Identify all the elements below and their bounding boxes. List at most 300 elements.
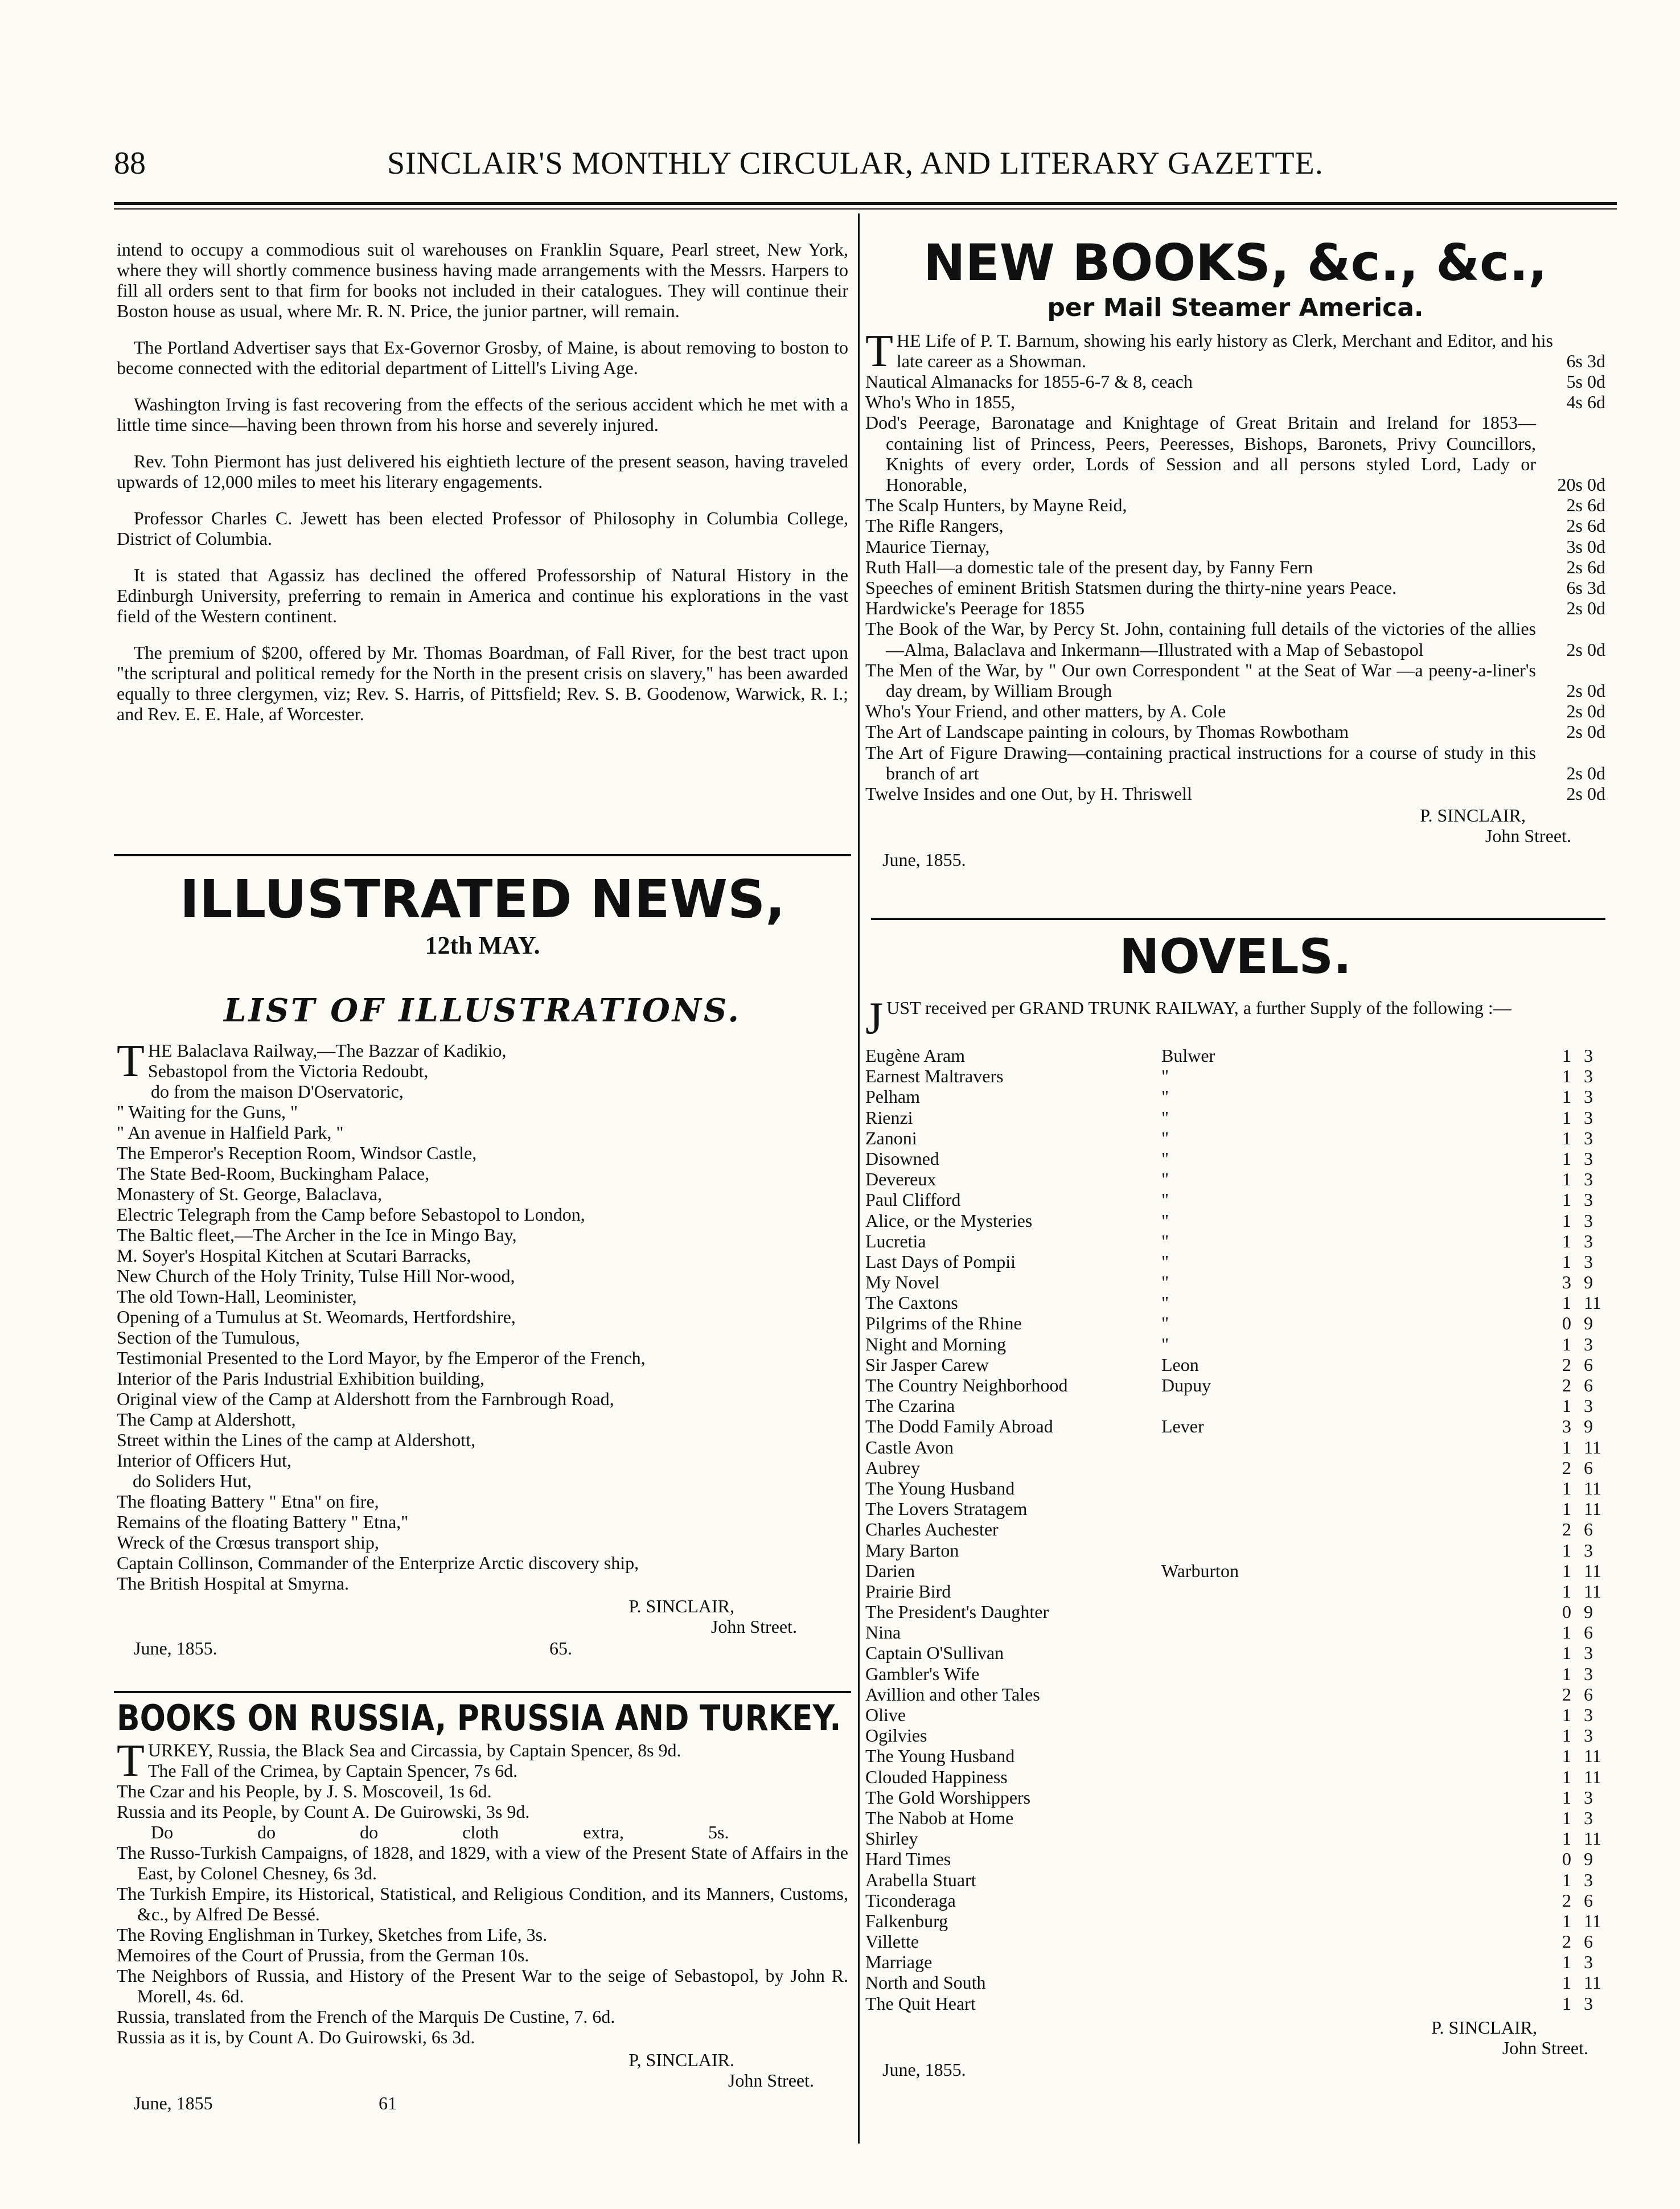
novel-price-shillings: 1 xyxy=(1562,1560,1571,1581)
novel-item xyxy=(865,1354,1605,1375)
book-price: 6s 3d xyxy=(1566,350,1605,371)
russia-book-item: Russia, translated from the French of the Marquis De Custine, 7. 6d. xyxy=(117,2006,615,2027)
novel-price-shillings: 0 xyxy=(1562,1602,1571,1623)
russia-signature-street: John Street. xyxy=(728,2070,814,2091)
novel-item xyxy=(865,1416,1605,1436)
book-price: 2s 0d xyxy=(1566,783,1605,804)
illustrated-signature-name: P. SINCLAIR, xyxy=(629,1596,734,1616)
novel-price-shillings: 1 xyxy=(1562,1169,1571,1190)
illustrated-news-date: 12th MAY. xyxy=(425,931,540,959)
novel-price-shillings: 1 xyxy=(1562,1498,1571,1520)
novel-price-shillings: 1 xyxy=(1562,1807,1571,1828)
news-paragraph-4: Rev. Tohn Piermont has just delivered his eightieth lecture of the present season, having traveled upwards of 12,000 miles to meet his literary engagements. xyxy=(117,451,848,492)
novel-price-shillings: 1 xyxy=(1562,1230,1571,1251)
novel-item xyxy=(865,1972,1605,1993)
illustration-item: The Emperor's Reception Room, Windsor Castle, xyxy=(117,1143,477,1163)
book-item xyxy=(865,536,1605,557)
novel-title: Sir Jasper Carew xyxy=(865,1354,989,1375)
novel-price-pence: 3 xyxy=(1584,1993,1593,2014)
novel-item xyxy=(865,1828,1605,1849)
novel-title: The Nabob at Home xyxy=(865,1807,1014,1828)
novels-list xyxy=(865,1045,1605,2014)
section-rule xyxy=(871,918,1605,920)
novel-title: Marriage xyxy=(865,1952,933,1973)
novel-price-pence: 9 xyxy=(1584,1849,1593,1870)
novel-price-shillings: 1 xyxy=(1562,1952,1571,1973)
novel-price-shillings: 1 xyxy=(1562,1127,1571,1148)
novel-price-pence: 11 xyxy=(1584,1436,1601,1457)
novel-price-shillings: 1 xyxy=(1562,1663,1571,1684)
novel-title: Last Days of Pompii xyxy=(865,1251,1016,1272)
novel-author: " xyxy=(1161,1230,1169,1251)
new-books-headline: NEW BOOKS, &c., &c., xyxy=(923,233,1547,292)
novels-intro xyxy=(865,993,1605,1044)
book-title: The Art of Landscape painting in colours, by Thomas Rowbotham xyxy=(865,721,1349,742)
book-item xyxy=(865,515,1605,536)
novel-price-pence: 3 xyxy=(1584,1169,1593,1190)
novel-price-shillings: 1 xyxy=(1562,1869,1571,1890)
novel-price-shillings: 1 xyxy=(1562,1746,1571,1767)
news-paragraph-3: Washington Irving is fast recovering from the effects of the serious accident which he met with a little time since—having been thrown from his horse and severely injured. xyxy=(117,394,848,435)
novel-price-shillings: 1 xyxy=(1562,1993,1571,2014)
novel-price-pence: 9 xyxy=(1584,1416,1593,1437)
novel-title: Alice, or the Mysteries xyxy=(865,1210,1033,1231)
novel-title: Earnest Maltravers xyxy=(865,1066,1004,1087)
novel-price-pence: 3 xyxy=(1584,1127,1593,1148)
header-rule-thick xyxy=(114,202,1617,205)
novels-intro-text: UST received per GRAND TRUNK RAILWAY, a further Supply of the following :— xyxy=(886,997,1511,1018)
novel-price-shillings: 1 xyxy=(1562,1148,1571,1169)
russia-book-item: The Fall of the Crimea, by Captain Spencer, 7s 6d. xyxy=(147,1760,518,1781)
illustration-item: Interior of the Paris Industrial Exhibition building, xyxy=(117,1368,485,1389)
novel-item xyxy=(865,1231,1605,1251)
novel-price-pence: 3 xyxy=(1584,1705,1593,1725)
illustration-item: The Camp at Aldershott, xyxy=(117,1409,296,1430)
novel-price-shillings: 1 xyxy=(1562,1436,1571,1457)
novel-title: The Young Husband xyxy=(865,1746,1015,1767)
novel-price-pence: 6 xyxy=(1584,1519,1593,1540)
novel-price-shillings: 1 xyxy=(1562,1292,1571,1313)
russia-books-section xyxy=(117,1697,848,2116)
novel-item xyxy=(865,1045,1605,1066)
illustrated-news-section xyxy=(117,868,848,1661)
novel-price-pence: 3 xyxy=(1584,1787,1593,1808)
novel-item xyxy=(865,1993,1605,2014)
book-title: Twelve Insides and one Out, by H. Thriswell xyxy=(865,783,1192,804)
novel-price-shillings: 2 xyxy=(1562,1457,1571,1478)
novel-price-shillings: 1 xyxy=(1562,1477,1571,1498)
novel-title: The Young Husband xyxy=(865,1477,1015,1498)
novel-author: " xyxy=(1161,1272,1169,1293)
novel-title: Olive xyxy=(865,1705,906,1725)
illustration-item: The old Town-Hall, Leominister, xyxy=(117,1286,357,1307)
russia-dateline: June, 1855 xyxy=(134,2093,213,2113)
novel-price-shillings: 0 xyxy=(1562,1849,1571,1870)
book-title: Maurice Tiernay, xyxy=(865,536,990,557)
book-price: 2s 6d xyxy=(1566,556,1605,577)
novel-title: Mary Barton xyxy=(865,1539,959,1561)
novel-author: " xyxy=(1161,1251,1169,1272)
book-title: Dod's Peerage, Baronatage and Knightage of Great Britain and Ireland for 1853—containing list of Princess, Peers, Peeresses, Bishops, Baronets, Privy Councillors, Knights of every order, Lords of Session and all persons styled Lord, Lady or Honorable, xyxy=(865,412,1536,495)
novel-price-pence: 11 xyxy=(1584,1580,1601,1602)
news-paragraph-2: The Portland Advertiser says that Ex-Governor Grosby, of Maine, is about removing to boston to become connected with the editorial department of Littell's Living Age. xyxy=(117,337,848,378)
book-title: Nautical Almanacks for 1855-6-7 & 8, ceach xyxy=(865,371,1193,392)
novel-title: Charles Auchester xyxy=(865,1519,999,1540)
illustration-item: The British Hospital at Smyrna. xyxy=(117,1573,349,1594)
book-item xyxy=(865,392,1605,412)
russia-book-item: The Russo-Turkish Campaigns, of 1828, and 1829, with a view of the Present State of Affairs in the East, by Colonel Chesney, 6s 3d. xyxy=(117,1842,848,1883)
illustration-item: New Church of the Holy Trinity, Tulse Hill Nor-wood, xyxy=(117,1266,515,1286)
novels-section xyxy=(865,928,1605,2080)
novel-author: " xyxy=(1161,1086,1169,1107)
novel-item xyxy=(865,1334,1605,1354)
novel-item xyxy=(865,1457,1605,1478)
novel-author: Dupuy xyxy=(1161,1375,1211,1395)
novels-headline: NOVELS. xyxy=(1119,929,1352,984)
novel-item xyxy=(865,1602,1605,1622)
novel-author: " xyxy=(1161,1127,1169,1148)
novel-price-shillings: 1 xyxy=(1562,1643,1571,1664)
novel-title: Night and Morning xyxy=(865,1333,1007,1354)
novel-title: My Novel xyxy=(865,1272,940,1293)
novel-price-shillings: 1 xyxy=(1562,1580,1571,1602)
novel-price-pence: 9 xyxy=(1584,1313,1593,1334)
book-price: 6s 3d xyxy=(1566,577,1605,598)
novel-title: The Quit Heart xyxy=(865,1993,976,2014)
novel-title: Gambler's Wife xyxy=(865,1663,980,1684)
novel-item xyxy=(865,1395,1605,1416)
book-price: 2s 0d xyxy=(1566,701,1605,722)
section-rule xyxy=(114,854,851,856)
novel-title: Paul Clifford xyxy=(865,1189,961,1210)
illustration-item: Original view of the Camp at Aldershott from the Farnbrough Road, xyxy=(117,1389,614,1409)
novel-title: Pelham xyxy=(865,1086,920,1107)
illustration-item: do from the maison D'Oservatoric, xyxy=(151,1081,404,1102)
novel-title: Nina xyxy=(865,1622,901,1643)
novel-item xyxy=(865,1478,1605,1498)
novel-author: " xyxy=(1161,1148,1169,1169)
list-of-illustrations-title: LIST OF ILLUSTRATIONS. xyxy=(224,992,741,1029)
novel-title: Aubrey xyxy=(865,1457,920,1478)
illustration-item: The State Bed-Room, Buckingham Palace, xyxy=(117,1163,430,1184)
book-item xyxy=(865,618,1605,659)
novel-item xyxy=(865,1292,1605,1313)
novel-item xyxy=(865,1705,1605,1725)
book-item xyxy=(865,701,1605,721)
novel-price-shillings: 1 xyxy=(1562,1333,1571,1354)
novel-item xyxy=(865,1066,1605,1086)
book-item xyxy=(865,412,1605,495)
novel-price-pence: 9 xyxy=(1584,1602,1593,1623)
book-title: The Men of the War, by " Our own Correspondent " at the Seat of War —a peeny-a-liner's day dream, by William Brough xyxy=(865,659,1536,701)
novel-item xyxy=(865,1540,1605,1561)
book-title: Speeches of eminent British Statsmen during the thirty-nine years Peace. xyxy=(865,577,1397,598)
novel-price-pence: 3 xyxy=(1584,1395,1593,1416)
novel-item xyxy=(865,1272,1605,1292)
novel-item xyxy=(865,1684,1605,1705)
russia-books-headline: BOOKS ON RUSSIA, PRUSSIA AND TURKEY. xyxy=(117,1697,841,1739)
novel-title: Darien xyxy=(865,1560,915,1581)
news-paragraph-7: The premium of $200, offered by Mr. Thomas Boardman, of Fall River, for the best tract upon "the scriptural and political remedy for the North in the present crisis on slavery," has been awarded equally to three clergymen, viz; Rev. S. Harris, of Pittsfield; Rev. S. B. Goodenow, Warwick, R. I.; and Rev. E. E. Hale, af Worcester. xyxy=(117,642,848,724)
novel-price-shillings: 2 xyxy=(1562,1354,1571,1375)
novel-title: Eugène Aram xyxy=(865,1045,966,1066)
header-rule-thin xyxy=(114,208,1617,210)
illustration-item: M. Soyer's Hospital Kitchen at Scutari Barracks, xyxy=(117,1245,471,1266)
novel-author: Leon xyxy=(1161,1354,1199,1375)
novel-title: Ticonderaga xyxy=(865,1890,956,1911)
book-item xyxy=(865,495,1605,515)
novel-price-pence: 6 xyxy=(1584,1931,1593,1952)
novel-price-shillings: 2 xyxy=(1562,1890,1571,1911)
novel-price-shillings: 1 xyxy=(1562,1066,1571,1087)
novel-price-pence: 3 xyxy=(1584,1333,1593,1354)
novel-price-shillings: 1 xyxy=(1562,1107,1571,1128)
novel-price-pence: 3 xyxy=(1584,1210,1593,1231)
novel-price-shillings: 1 xyxy=(1562,1725,1571,1746)
novel-item xyxy=(865,1437,1605,1457)
novel-price-pence: 11 xyxy=(1584,1560,1601,1581)
novel-title: Zanoni xyxy=(865,1127,917,1148)
new-books-subhead: per Mail Steamer America. xyxy=(1047,293,1424,322)
book-title: The Art of Figure Drawing—containing practical instructions for a course of study in this branch of art xyxy=(865,742,1536,783)
novel-title: The Country Neighborhood xyxy=(865,1375,1068,1395)
novel-price-pence: 6 xyxy=(1584,1354,1593,1375)
novel-item xyxy=(865,1664,1605,1684)
novel-price-pence: 9 xyxy=(1584,1272,1593,1293)
novel-price-pence: 11 xyxy=(1584,1292,1601,1313)
novel-item xyxy=(865,1375,1605,1395)
page-number: 88 xyxy=(114,146,146,181)
illustrated-signature-street: John Street. xyxy=(710,1616,797,1637)
novel-price-pence: 3 xyxy=(1584,1663,1593,1684)
novel-price-pence: 3 xyxy=(1584,1230,1593,1251)
novel-item xyxy=(865,1251,1605,1272)
column-divider xyxy=(858,213,860,2144)
book-item xyxy=(865,721,1605,742)
dropcap-j: J xyxy=(865,993,884,1044)
novel-price-pence: 11 xyxy=(1584,1477,1601,1498)
illustration-item: The Baltic fleet,—The Archer in the Ice in Mingo Bay, xyxy=(117,1225,517,1245)
book-price: 5s 0d xyxy=(1566,371,1605,392)
novel-item xyxy=(865,1643,1605,1663)
novel-item xyxy=(865,1911,1605,1931)
dropcap-t: T xyxy=(865,330,893,371)
news-paragraph-6: It is stated that Agassiz has declined the offered Professorship of Natural History in the Edinburgh University, preferring to remain in America and continue his explorations in the vast field of the Western continent. xyxy=(117,565,848,626)
book-price: 2s 0d xyxy=(1566,598,1605,619)
novel-price-shillings: 1 xyxy=(1562,1910,1571,1931)
novel-price-shillings: 2 xyxy=(1562,1931,1571,1952)
novel-price-pence: 3 xyxy=(1584,1725,1593,1746)
russia-book-item: The Neighbors of Russia, and History of the Present War to the seige of Sebastopol, by John R. Morell, 4s. 6d. xyxy=(117,1965,848,2006)
novel-title: Avillion and other Tales xyxy=(865,1684,1040,1705)
novel-title: Rienzi xyxy=(865,1107,913,1128)
novel-price-shillings: 2 xyxy=(1562,1375,1571,1395)
novel-item xyxy=(865,1808,1605,1828)
novel-price-pence: 6 xyxy=(1584,1375,1593,1395)
novel-title: The Czarina xyxy=(865,1395,955,1416)
russia-signature-name: P, SINCLAIR. xyxy=(629,2050,734,2070)
book-title: The Rifle Rangers, xyxy=(865,515,1004,536)
russia-book-item: URKEY, Russia, the Black Sea and Circassia, by Captain Spencer, 8s 9d. xyxy=(147,1740,681,1760)
book-item xyxy=(865,557,1605,577)
novel-price-shillings: 1 xyxy=(1562,1828,1571,1849)
novel-author: Warburton xyxy=(1161,1560,1239,1581)
book-item xyxy=(865,371,1605,392)
book-price: 3s 0d xyxy=(1566,536,1605,557)
novel-title: Villette xyxy=(865,1931,919,1952)
book-item xyxy=(865,577,1605,598)
novel-price-pence: 11 xyxy=(1584,1746,1601,1767)
novel-item xyxy=(865,1189,1605,1210)
new-books-list xyxy=(865,330,1605,804)
novel-price-shillings: 1 xyxy=(1562,1086,1571,1107)
novel-price-pence: 6 xyxy=(1584,1890,1593,1911)
novel-author: " xyxy=(1161,1066,1169,1087)
novel-price-shillings: 1 xyxy=(1562,1705,1571,1725)
section-rule xyxy=(114,1691,851,1693)
book-item xyxy=(865,598,1605,618)
novel-title: Hard Times xyxy=(865,1849,951,1870)
novel-item xyxy=(865,1746,1605,1766)
russia-book-item: The Roving Englishman in Turkey, Sketches from Life, 3s. xyxy=(117,1924,548,1945)
illustration-item: Sebastopol from the Victoria Redoubt, xyxy=(147,1061,429,1081)
novel-price-pence: 11 xyxy=(1584,1828,1601,1849)
book-title: The Scalp Hunters, by Mayne Reid, xyxy=(865,495,1127,516)
novel-author: " xyxy=(1161,1210,1169,1231)
novel-author: " xyxy=(1161,1107,1169,1128)
books-dateline: June, 1855. xyxy=(882,849,966,871)
novel-price-pence: 3 xyxy=(1584,1045,1593,1066)
book-item xyxy=(865,783,1605,804)
novel-title: Prairie Bird xyxy=(865,1580,951,1602)
russia-book-item: Russia as it is, by Count A. Do Guirowski, 6s 3d. xyxy=(117,2027,475,2047)
novel-item xyxy=(865,1148,1605,1169)
novel-item xyxy=(865,1952,1605,1972)
novel-item xyxy=(865,1107,1605,1128)
novel-title: The Dodd Family Abroad xyxy=(865,1416,1053,1437)
book-title: Ruth Hall—a domestic tale of the present day, by Fanny Fern xyxy=(865,556,1313,577)
illustration-item: Opening of a Tumulus at St. Weomards, Hertfordshire, xyxy=(117,1307,516,1327)
novel-price-pence: 3 xyxy=(1584,1643,1593,1664)
novel-price-shillings: 1 xyxy=(1562,1539,1571,1561)
novel-title: Ogilvies xyxy=(865,1725,927,1746)
running-title: SINCLAIR'S MONTHLY CIRCULAR, AND LITERARY GAZETTE. xyxy=(387,146,1324,181)
novel-price-pence: 3 xyxy=(1584,1251,1593,1272)
novel-price-shillings: 2 xyxy=(1562,1684,1571,1705)
illustration-item: Interior of Officers Hut, xyxy=(117,1450,291,1471)
novel-price-shillings: 0 xyxy=(1562,1313,1571,1334)
novel-item xyxy=(865,1561,1605,1581)
novel-title: Castle Avon xyxy=(865,1436,954,1457)
illustration-item: Section of the Tumulous, xyxy=(117,1327,300,1348)
novel-title: Clouded Happiness xyxy=(865,1766,1008,1787)
novel-price-pence: 3 xyxy=(1584,1869,1593,1890)
books-signature-name: P. SINCLAIR, xyxy=(1420,805,1526,826)
illustration-item: Wreck of the Crœsus transport ship, xyxy=(117,1532,379,1553)
novel-author: Bulwer xyxy=(1161,1045,1215,1066)
novel-item xyxy=(865,1622,1605,1643)
illustrated-ad-number: 65. xyxy=(549,1638,572,1658)
novel-item xyxy=(865,1890,1605,1911)
novel-item xyxy=(865,1725,1605,1746)
novels-dateline: June, 1855. xyxy=(882,2059,966,2080)
book-price: 2s 0d xyxy=(1566,680,1605,701)
novel-price-shillings: 2 xyxy=(1562,1519,1571,1540)
illustrations-list xyxy=(117,1036,848,1594)
novel-title: Shirley xyxy=(865,1828,918,1849)
novel-title: The Gold Worshippers xyxy=(865,1787,1031,1808)
novel-price-pence: 3 xyxy=(1584,1148,1593,1169)
book-price: 2s 0d xyxy=(1566,721,1605,742)
novel-price-shillings: 1 xyxy=(1562,1787,1571,1808)
novel-price-shillings: 1 xyxy=(1562,1766,1571,1787)
novel-title: The President's Daughter xyxy=(865,1602,1049,1623)
book-title: HE Life of P. T. Barnum, showing his early history as Clerk, Merchant and Editor, and his late career as a Showman. xyxy=(896,330,1553,371)
dropcap-t: T xyxy=(117,1736,145,1786)
illustrated-dateline: June, 1855. xyxy=(134,1638,217,1658)
books-signature-street: John Street. xyxy=(1485,826,1571,847)
news-paragraph-5: Professor Charles C. Jewett has been elected Professor of Philosophy in Columbia College, District of Columbia. xyxy=(117,508,848,549)
novel-price-shillings: 1 xyxy=(1562,1395,1571,1416)
novel-item xyxy=(865,1210,1605,1231)
illustration-item: Monastery of St. George, Balaclava, xyxy=(117,1184,382,1204)
novel-price-pence: 11 xyxy=(1584,1498,1601,1520)
novel-item xyxy=(865,1849,1605,1869)
novels-signature-name: P. SINCLAIR, xyxy=(1431,2017,1537,2038)
illustration-item: do Soliders Hut, xyxy=(133,1471,252,1491)
left-column xyxy=(117,239,848,740)
novel-title: Disowned xyxy=(865,1148,939,1169)
illustration-item: " Waiting for the Guns, " xyxy=(117,1102,298,1122)
book-price: 2s 0d xyxy=(1566,762,1605,783)
russia-books-list xyxy=(117,1736,848,2047)
book-title: Who's Your Friend, and other matters, by A. Cole xyxy=(865,701,1226,722)
news-paragraph-1: intend to occupy a commodious suit ol warehouses on Franklin Square, Pearl street, New York, where they will shortly commence business having made arrangements with the Messrs. Harpers to fill all orders sent to that firm for books not included in their catalogues. They will continue their Boston house as usual, where Mr. R. N. Price, the junior partner, will remain. xyxy=(117,239,848,321)
novel-item xyxy=(865,1870,1605,1890)
novel-price-pence: 6 xyxy=(1584,1622,1593,1643)
novel-price-shillings: 1 xyxy=(1562,1210,1571,1231)
book-title: Who's Who in 1855, xyxy=(865,392,1015,413)
russia-book-item: The Czar and his People, by J. S. Moscoveil, 1s 6d. xyxy=(117,1781,492,1801)
novel-author: " xyxy=(1161,1333,1169,1354)
russia-ad-number: 61 xyxy=(379,2093,397,2113)
novel-title: Lucretia xyxy=(865,1230,926,1251)
novel-item xyxy=(865,1498,1605,1519)
russia-book-item: Russia and its People, by Count A. De Guirowski, 3s 9d. xyxy=(117,1801,530,1822)
book-price: 2s 0d xyxy=(1566,639,1605,660)
novel-price-pence: 3 xyxy=(1584,1952,1593,1973)
russia-book-item: Memoires of the Court of Prussia, from the German 10s. xyxy=(117,1945,529,1965)
novel-price-shillings: 1 xyxy=(1562,1189,1571,1210)
novel-author: " xyxy=(1161,1313,1169,1334)
novel-item xyxy=(865,1767,1605,1787)
novel-price-pence: 3 xyxy=(1584,1066,1593,1087)
novel-price-pence: 3 xyxy=(1584,1086,1593,1107)
dropcap-t: T xyxy=(117,1036,145,1086)
novel-item xyxy=(865,1787,1605,1808)
novel-price-pence: 6 xyxy=(1584,1457,1593,1478)
novel-author: " xyxy=(1161,1169,1169,1190)
novel-price-pence: 3 xyxy=(1584,1807,1593,1828)
book-price: 2s 6d xyxy=(1566,515,1605,536)
new-books-section xyxy=(865,233,1605,870)
novel-title: North and South xyxy=(865,1972,986,1993)
illustration-item: Street within the Lines of the camp at Aldershott, xyxy=(117,1430,476,1450)
novel-item xyxy=(865,1931,1605,1952)
novel-title: Pilgrims of the Rhine xyxy=(865,1313,1022,1334)
illustration-item: Captain Collinson, Commander of the Enterprize Arctic discovery ship, xyxy=(117,1553,639,1573)
novel-price-pence: 11 xyxy=(1584,1972,1601,1993)
